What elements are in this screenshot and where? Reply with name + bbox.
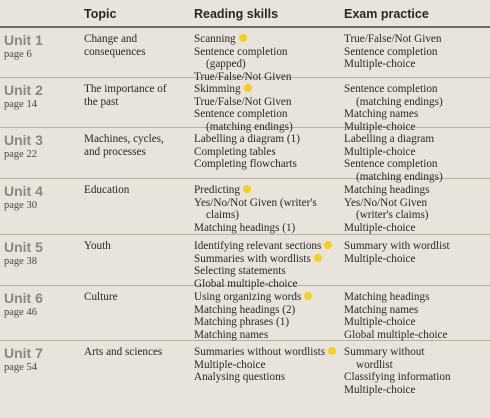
reading-skill-text: Skimming — [194, 83, 241, 95]
yellow-dot-icon — [304, 292, 312, 300]
reading-skills-cell — [194, 240, 342, 290]
exam-practice-item: Yes/No/Not Given — [344, 196, 428, 209]
topic-cell — [84, 291, 188, 304]
reading-skill-item — [194, 291, 342, 304]
topic-line: Education — [84, 184, 130, 196]
reading-skill-item — [194, 184, 342, 197]
reading-skill-text: Matching headings (1) — [194, 221, 296, 234]
table-row — [0, 178, 490, 235]
topic-line: and processes — [84, 145, 146, 158]
topic-cell — [84, 33, 188, 58]
reading-skill-text: Summaries with wordlists — [194, 252, 311, 265]
topic-cell — [84, 133, 188, 158]
table-header — [0, 0, 490, 28]
unit-label: Unit 6 — [4, 290, 43, 306]
exam-practice-item: Multiple-choice — [344, 221, 416, 234]
reading-skill-item — [194, 146, 342, 159]
unit-page: page 6 — [4, 49, 32, 60]
reading-skill-text: (gapped) — [206, 58, 246, 71]
reading-skill-item — [194, 371, 342, 384]
table-row — [0, 285, 490, 341]
exam-practice-item: (writer's claims) — [356, 209, 429, 222]
reading-skill-item — [194, 58, 342, 71]
topic-line: Culture — [84, 291, 118, 303]
reading-skill-text: Sentence completion — [194, 108, 288, 121]
topic-line: Arts and sciences — [84, 346, 163, 358]
exam-practice-item: Matching names — [344, 108, 419, 121]
reading-skills-cell — [194, 83, 342, 133]
reading-skill-text: Matching names — [194, 328, 269, 341]
unit-label: Unit 3 — [4, 132, 43, 148]
header-topic: Topic — [84, 7, 117, 21]
topic-cell — [84, 240, 188, 253]
exam-practice-cell — [344, 33, 488, 71]
reading-skill-text: Labelling a diagram (1) — [194, 133, 300, 145]
exam-practice-item: Classifying information — [344, 371, 451, 384]
reading-skill-item — [194, 83, 342, 96]
yellow-dot-icon — [244, 84, 252, 92]
table-row — [0, 340, 490, 418]
reading-skill-item — [194, 253, 342, 266]
header-reading-skills: Reading skills — [194, 7, 279, 21]
exam-practice-item: True/False/Not Given — [344, 33, 442, 45]
exam-practice-item: Multiple-choice — [344, 252, 416, 265]
reading-skill-item — [194, 359, 342, 372]
exam-practice-item: Sentence completion — [344, 158, 438, 171]
topic-line: Change and — [84, 33, 138, 45]
table-row — [0, 127, 490, 183]
reading-skill-item — [194, 197, 342, 210]
reading-skill-text: True/False/Not Given — [194, 70, 292, 83]
reading-skill-text: Selecting statements — [194, 265, 286, 278]
reading-skills-cell — [194, 33, 342, 83]
unit-page: page 30 — [4, 200, 37, 211]
reading-skill-item — [194, 240, 342, 253]
unit-page: page 22 — [4, 149, 37, 160]
exam-practice-item: Labelling a diagram — [344, 133, 435, 145]
exam-practice-item: Multiple-choice — [344, 58, 416, 71]
topic-line: the past — [84, 95, 119, 108]
reading-skill-text: Global multiple-choice — [194, 277, 298, 290]
unit-page: page 54 — [4, 362, 37, 373]
exam-practice-item: wordlist — [356, 358, 393, 371]
reading-skill-item — [194, 209, 342, 222]
exam-practice-item: Matching headings — [344, 291, 430, 303]
yellow-dot-icon — [314, 254, 322, 262]
reading-skill-item — [194, 33, 342, 46]
topic-line: consequences — [84, 45, 146, 58]
reading-skill-item — [194, 316, 342, 329]
reading-skill-item — [194, 108, 342, 121]
unit-label: Unit 5 — [4, 239, 43, 255]
exam-practice-item: Summary without — [344, 346, 425, 358]
exam-practice-item: Sentence completion — [344, 83, 438, 95]
yellow-dot-icon — [239, 34, 247, 42]
reading-skills-cell — [194, 184, 342, 234]
topic-line: Machines, cycles, — [84, 133, 164, 145]
exam-practice-cell — [344, 133, 488, 183]
exam-practice-cell — [344, 83, 488, 133]
reading-skill-text: Matching headings (2) — [194, 303, 296, 316]
table-row — [0, 77, 490, 133]
exam-practice-item: Sentence completion — [344, 45, 438, 58]
reading-skill-text: Scanning — [194, 33, 236, 45]
reading-skill-text: Using organizing words — [194, 291, 302, 303]
unit-label: Unit 2 — [4, 82, 43, 98]
exam-practice-item: Multiple-choice — [344, 145, 416, 158]
reading-skill-text: Multiple-choice — [194, 358, 266, 371]
reading-skill-item — [194, 304, 342, 317]
unit-label: Unit 4 — [4, 183, 43, 199]
reading-skill-text: Predicting — [194, 184, 240, 196]
exam-practice-item: Multiple-choice — [344, 383, 416, 396]
header-exam-practice: Exam practice — [344, 7, 429, 21]
topic-cell — [84, 346, 188, 359]
exam-practice-item: (matching endings) — [356, 170, 443, 183]
reading-skill-text: Matching phrases (1) — [194, 316, 290, 329]
reading-skills-cell — [194, 133, 342, 171]
reading-skill-text: (matching endings) — [206, 120, 293, 133]
exam-practice-item: Summary with wordlist — [344, 240, 450, 252]
exam-practice-cell — [344, 184, 488, 234]
reading-skill-text: True/False/Not Given — [194, 95, 292, 108]
reading-skill-item — [194, 96, 342, 109]
exam-practice-item: Multiple-choice — [344, 316, 416, 329]
reading-skill-item — [194, 158, 342, 171]
reading-skill-item — [194, 222, 342, 235]
reading-skill-text: Analysing questions — [194, 371, 286, 384]
yellow-dot-icon — [324, 241, 332, 249]
exam-practice-cell — [344, 240, 488, 265]
reading-skills-cell — [194, 346, 342, 384]
reading-skill-item — [194, 346, 342, 359]
unit-label: Unit 7 — [4, 345, 43, 361]
reading-skill-text: Yes/No/Not Given (writer's — [194, 196, 317, 209]
exam-practice-item: Matching headings — [344, 184, 430, 196]
exam-practice-item: (matching endings) — [356, 95, 443, 108]
reading-skill-text: claims) — [206, 209, 239, 222]
reading-skill-text: Summaries without wordlists — [194, 346, 326, 358]
exam-practice-item: Multiple-choice — [344, 120, 416, 133]
topic-cell — [84, 184, 188, 197]
table-row — [0, 27, 490, 83]
reading-skill-item — [194, 265, 342, 278]
reading-skills-cell — [194, 291, 342, 341]
reading-skill-text: Sentence completion — [194, 45, 288, 58]
unit-page: page 38 — [4, 256, 37, 267]
yellow-dot-icon — [328, 347, 336, 355]
topic-line: The importance of — [84, 83, 167, 95]
reading-skill-text: Completing flowcharts — [194, 158, 297, 171]
yellow-dot-icon — [243, 185, 251, 193]
reading-skill-text: Identifying relevant sections — [194, 240, 322, 252]
unit-page: page 14 — [4, 99, 37, 110]
reading-skill-item — [194, 46, 342, 59]
exam-practice-item: Matching names — [344, 303, 419, 316]
topic-line: Youth — [84, 240, 111, 252]
exam-practice-cell — [344, 291, 488, 341]
topic-cell — [84, 83, 188, 108]
table-row — [0, 234, 490, 290]
reading-skill-text: Completing tables — [194, 145, 276, 158]
unit-label: Unit 1 — [4, 32, 43, 48]
reading-skill-item — [194, 133, 342, 146]
exam-practice-cell — [344, 346, 488, 396]
unit-page: page 46 — [4, 307, 37, 318]
exam-practice-item: Global multiple-choice — [344, 328, 448, 341]
